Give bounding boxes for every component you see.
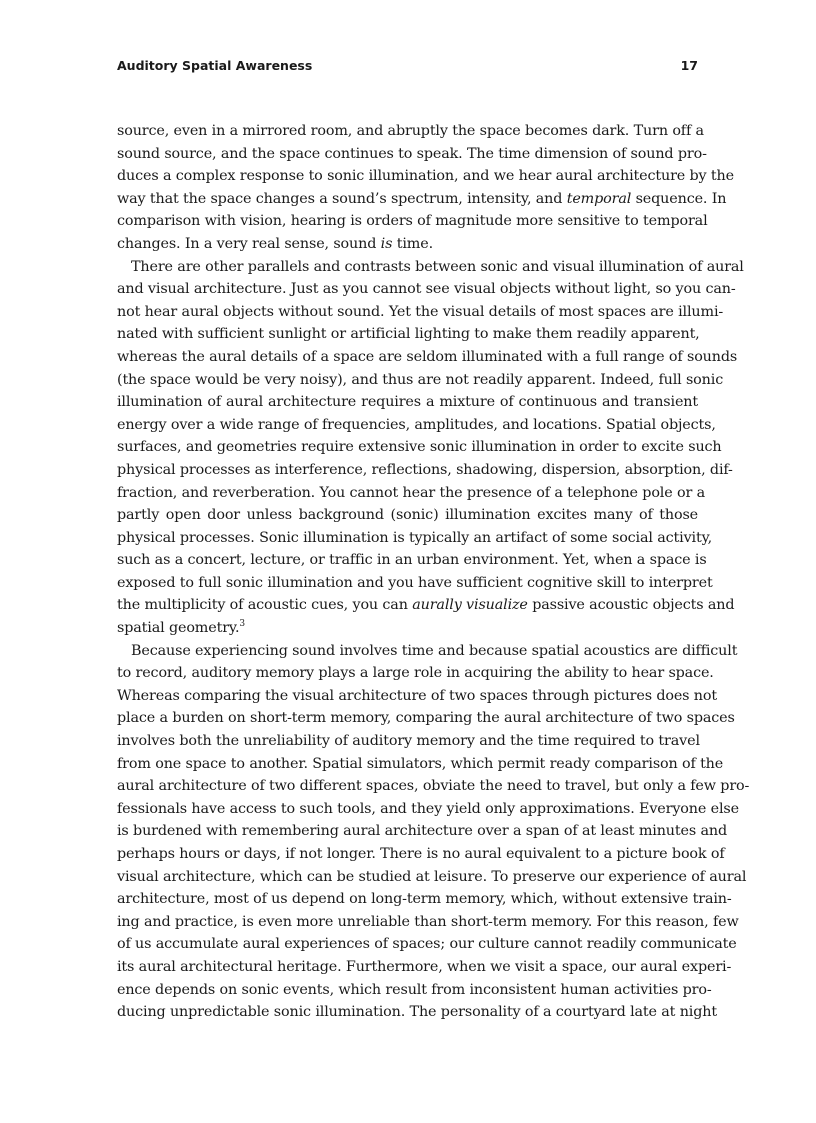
text-run: Whereas comparing the visual architecture of two spaces through pictures does not xyxy=(117,687,717,704)
text-run: source, even in a mirrored room, and abruptly the space becomes dark. Turn off a xyxy=(117,123,704,139)
text-line xyxy=(117,911,739,934)
text-line xyxy=(117,256,744,279)
text-line xyxy=(117,888,732,911)
text-line xyxy=(117,346,738,369)
text-run: perhaps hours or days, if not longer. There is no aural equivalent to a picture book of xyxy=(117,846,725,862)
text-run: spatial geometry. xyxy=(117,620,240,637)
text-run: ence depends on sonic events, which result from inconsistent human activities pro- xyxy=(117,981,712,998)
text-run: is burdened with remembering aural architecture over a span of at least minutes and xyxy=(117,823,727,840)
text-run: its aural architectural heritage. Furthermore, when we visit a space, our aural experi- xyxy=(117,958,732,975)
text-run: fraction, and reverberation. You cannot hear the presence of a telephone pole or a xyxy=(117,484,706,501)
text-line xyxy=(117,572,713,595)
text-run: fessionals have access to such tools, and they yield only approximations. Everyone else xyxy=(117,800,739,817)
text-line xyxy=(117,775,750,798)
text-run: whereas the aural details of a space are seldom illuminated with a full range of sounds xyxy=(117,348,738,365)
text-run: exposed to full sonic illumination and you have sufficient cognitive skill to interpret xyxy=(117,574,713,591)
text-run: There are other parallels and contrasts between sonic and visual illumination of aural xyxy=(131,258,744,275)
text-line xyxy=(117,933,737,956)
text-line xyxy=(117,753,724,776)
text-run: illumination of aural architecture requires a mixture of continuous and transient xyxy=(117,394,698,411)
text-line xyxy=(117,436,722,459)
text-run: (the space would be very noisy), and thus are not readily apparent. Indeed, full sonic xyxy=(117,371,724,388)
text-run: Because experiencing sound involves time and because spatial acoustics are difficult xyxy=(131,642,738,659)
text-run: such as a concert, lecture, or traffic in an urban environment. Yet, when a space is xyxy=(117,552,707,569)
paragraph xyxy=(117,256,744,640)
text-run: place a burden on short-term memory, comparing the aural architecture of two spaces xyxy=(117,710,735,727)
text-run: aural architecture of two different spaces, obviate the need to travel, but only a few pro- xyxy=(117,778,750,795)
text-run: time. xyxy=(392,235,433,252)
text-run: architecture, most of us depend on long-term memory, which, without extensive train- xyxy=(117,891,732,908)
text-line xyxy=(117,843,725,866)
text-run: to record, auditory memory plays a large role in acquiring the ability to hear space. xyxy=(117,665,714,682)
text-run: ducing unpredictable sonic illumination. The personality of a courtyard late at night xyxy=(117,1004,717,1021)
text-run: surfaces, and geometries require extensive sonic illumination in order to excite such xyxy=(117,439,722,456)
text-line xyxy=(117,662,714,685)
text-run: way that the space changes a sound’s spectrum, intensity, and xyxy=(117,190,567,207)
text-line xyxy=(117,165,734,188)
text-line xyxy=(117,414,716,437)
text-line xyxy=(117,617,698,640)
text-run: of us accumulate aural experiences of spaces; our culture cannot readily communicate xyxy=(117,936,737,953)
text-line xyxy=(117,120,704,143)
text-run: ing and practice, is even more unreliable than short-term memory. For this reason, few xyxy=(117,913,739,930)
emphasis: temporal xyxy=(566,190,632,207)
running-title: Auditory Spatial Awareness xyxy=(117,58,313,73)
book-page xyxy=(117,58,750,1024)
text-run: changes. In a very real sense, sound xyxy=(117,235,381,252)
paragraph xyxy=(117,640,750,1024)
text-line xyxy=(117,820,727,843)
text-line xyxy=(117,391,698,414)
paragraph xyxy=(117,120,734,256)
text-line xyxy=(117,143,707,166)
text-line xyxy=(117,527,713,550)
text-run: and visual architecture. Just as you cannot see visual objects without light, so you can- xyxy=(117,281,736,298)
text-line xyxy=(117,956,732,979)
text-run: energy over a wide range of frequencies, amplitudes, and locations. Spatial objects, xyxy=(117,416,716,433)
text-run: sound source, and the space continues to speak. The time dimension of sound pro- xyxy=(117,145,707,162)
text-run: involves both the unreliability of auditory memory and the time required to travel xyxy=(117,733,700,750)
text-line xyxy=(117,459,733,482)
text-line xyxy=(117,979,712,1002)
text-line xyxy=(117,707,735,730)
footnote-marker: 3 xyxy=(239,619,245,630)
text-run: not hear aural objects without sound. Yet the visual details of most spaces are illumi- xyxy=(117,303,724,320)
text-line xyxy=(117,594,735,617)
text-line xyxy=(117,301,724,324)
text-line xyxy=(117,549,707,572)
body-text xyxy=(117,120,750,1024)
text-line xyxy=(117,730,698,753)
text-line xyxy=(117,369,724,392)
text-line xyxy=(117,482,706,505)
text-run: duces a complex response to sonic illumination, and we hear aural architecture by the xyxy=(117,168,734,185)
text-line xyxy=(117,640,738,663)
running-head xyxy=(117,58,698,78)
page-number: 17 xyxy=(680,58,698,73)
text-run: the multiplicity of acoustic cues, you can xyxy=(117,597,413,614)
text-line xyxy=(117,798,739,821)
text-run: physical processes as interference, reflections, shadowing, dispersion, absorption, dif- xyxy=(117,461,733,478)
emphasis: is xyxy=(380,235,393,252)
text-run: comparison with vision, hearing is orders of magnitude more sensitive to temporal xyxy=(117,213,708,230)
text-line xyxy=(117,504,698,527)
text-run: nated with sufficient sunlight or artificial lighting to make them readily apparent, xyxy=(117,326,700,343)
emphasis: aurally visualize xyxy=(412,597,528,614)
text-line xyxy=(117,233,698,256)
text-run: sequence. In xyxy=(631,190,727,207)
text-run: physical processes. Sonic illumination is typically an artifact of some social activity, xyxy=(117,529,713,546)
text-line xyxy=(117,866,747,889)
text-run: partly open door unless background (sonic) illumination excites many of those xyxy=(117,507,698,524)
text-line xyxy=(117,210,708,233)
text-line xyxy=(117,1001,717,1024)
text-run: passive acoustic objects and xyxy=(527,597,735,614)
text-line xyxy=(117,278,736,301)
text-line xyxy=(117,323,698,346)
text-line xyxy=(117,685,717,708)
text-run: from one space to another. Spatial simulators, which permit ready comparison of the xyxy=(117,755,724,772)
text-run: visual architecture, which can be studied at leisure. To preserve our experience of aural xyxy=(117,868,747,885)
text-line xyxy=(117,188,727,211)
